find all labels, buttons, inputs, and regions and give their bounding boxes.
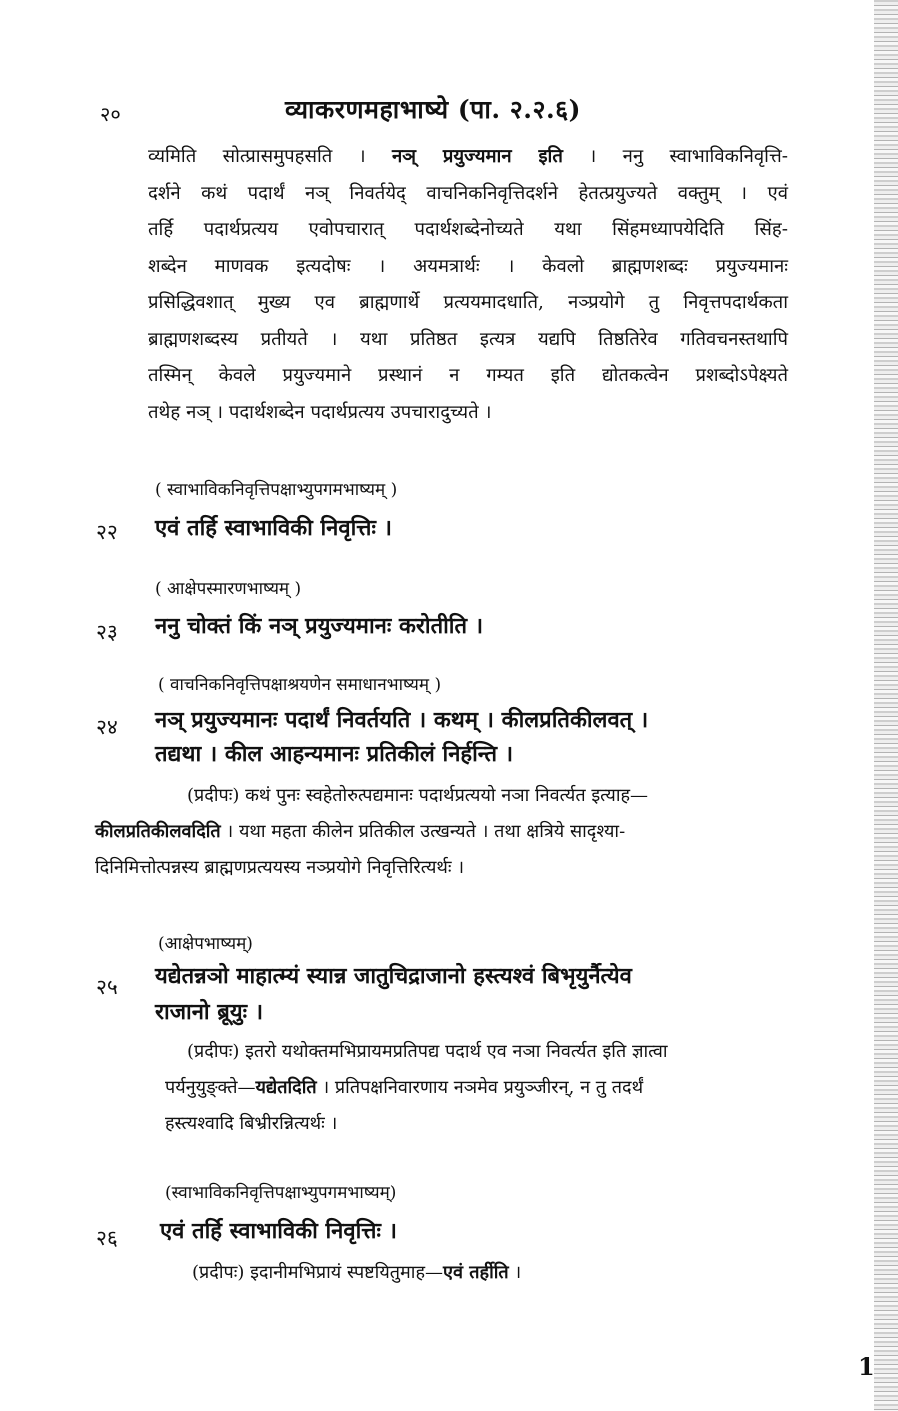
section-number: २३ bbox=[96, 620, 118, 644]
text-line: ब्राह्मणशब्दस्य प्रतीयते । यथा प्रतिष्ठत इत्यत्र यद्यपि तिष्ठतिरेव गतिवचनस्तथापि bbox=[148, 328, 788, 350]
text-line: (प्रदीपः) कथं पुनः स्वहेतोरुत्पद्यमानः पदार्थप्रत्ययो नञा निवर्त्यत इत्याह— bbox=[187, 785, 649, 806]
bhashya-text: एवं तर्हि स्वाभाविकी निवृत्तिः । bbox=[160, 1218, 397, 1244]
section-heading: ( वाचनिकनिवृत्तिपक्षाश्रयणेन समाधानभाष्यम् ) bbox=[158, 675, 442, 695]
text-line: (प्रदीपः) इदानीमभिप्रायं स्पष्टयितुमाह—एवं तर्हीति । bbox=[192, 1262, 522, 1283]
bhashya-text: यद्येतन्नञो माहात्म्यं स्यान्न जातुचिद्राजानो हस्त्यश्वं बिभृयुर्नैत्येव bbox=[155, 963, 632, 989]
text-line: हस्त्यश्वादि बिभ्रीरन्नित्यर्थः । bbox=[165, 1113, 338, 1134]
pradipa-commentary bbox=[192, 1255, 898, 1291]
section-heading: ( आक्षेपस्मारणभाष्यम् ) bbox=[155, 579, 302, 599]
section-heading: (आक्षेपभाष्यम्) bbox=[158, 934, 253, 954]
text-line: तथेह नञ् । पदार्थशब्देन पदार्थप्रत्यय उपचारादुच्यते । bbox=[148, 401, 492, 423]
footer-mark: 1 bbox=[858, 1352, 875, 1381]
bhashya-text: एवं तर्हि स्वाभाविकी निवृत्तिः । bbox=[155, 515, 392, 541]
text-line: शब्देन माणवक इत्यदोषः । अयमत्रार्थः । केवलो ब्राह्मणशब्दः प्रयुज्यमानः bbox=[148, 255, 788, 277]
section-number: २४ bbox=[96, 715, 118, 739]
bhashya-text: राजानो ब्रूयुः । bbox=[155, 999, 264, 1025]
bhashya-text: नञ् प्रयुज्यमानः पदार्थं निवर्तयति । कथम् । कीलप्रतिकीलवत् । bbox=[155, 707, 649, 733]
text-line: तस्मिन् केवले प्रयुज्यमाने प्रस्थानं न गम्यत इति द्योतकत्वेन प्रशब्दोऽपेक्ष्यते bbox=[148, 365, 788, 386]
text-line: दर्शने कथं पदार्थं नञ् निवर्तयेद् वाचनिकनिवृत्तिदर्शने हेतत्प्रयुज्यते वक्तुम् । एवं bbox=[148, 182, 788, 204]
bhashya-text: ननु चोक्तं किं नञ् प्रयुज्यमानः करोतीति । bbox=[155, 613, 484, 639]
text-line: व्यमिति सोत्प्रासमुपहसति । नञ् प्रयुज्यमान इति । ननु स्वाभाविकनिवृत्ति- bbox=[148, 146, 788, 167]
text-line: दिनिमित्तोत्पन्नस्य ब्राह्मणप्रत्ययस्य नञ्प्रयोगे निवृत्तिरित्यर्थः । bbox=[95, 857, 465, 878]
section-heading: ( स्वाभाविकनिवृत्तिपक्षाभ्युपगमभाष्यम् ) bbox=[155, 480, 398, 500]
text-line: पर्यनुयुङ्क्ते—यद्येतदिति । प्रतिपक्षनिवारणाय नञमेव प्रयुञ्जीरन्, न तु तदर्थं bbox=[165, 1077, 644, 1098]
section-number: २२ bbox=[96, 520, 118, 544]
header-page-number: २० bbox=[100, 102, 121, 126]
section-number: २६ bbox=[96, 1226, 118, 1250]
text-line: (प्रदीपः) इतरो यथोक्तमभिप्रायमप्रतिपद्य पदार्थ एव नञा निवर्त्यत इति ज्ञात्वा bbox=[187, 1041, 668, 1062]
section-heading: (स्वाभाविकनिवृत्तिपक्षाभ्युपगमभाष्यम्) bbox=[165, 1183, 397, 1203]
text-line: प्रसिद्धिवशात् मुख्य एव ब्राह्मणार्थे प्रत्ययमादधाति, नञ्प्रयोगे तु निवृत्तपदार्थकता bbox=[148, 292, 788, 313]
text-line: कीलप्रतिकीलवदिति । यथा महता कीलेन प्रतिकील उत्खन्यते । तथा क्षत्रिये सादृश्या- bbox=[95, 821, 626, 842]
page-edge-scan-artifact bbox=[874, 0, 898, 1411]
header-title: व्याकरणमहाभाष्ये (पा. २.२.६) bbox=[285, 95, 582, 124]
text-line: तर्हि पदार्थप्रत्यय एवोपचारात् पदार्थशब्देनोच्यते यथा सिंहमध्यापयेदिति सिंह- bbox=[148, 219, 788, 240]
pradipa-commentary bbox=[95, 778, 805, 886]
section-number: २५ bbox=[96, 975, 118, 999]
bhashya-text: तद्यथा । कील आहन्यमानः प्रतिकीलं निर्हन्ति । bbox=[155, 741, 514, 767]
pradipa-commentary bbox=[165, 1034, 875, 1142]
opening-paragraph bbox=[148, 139, 788, 431]
